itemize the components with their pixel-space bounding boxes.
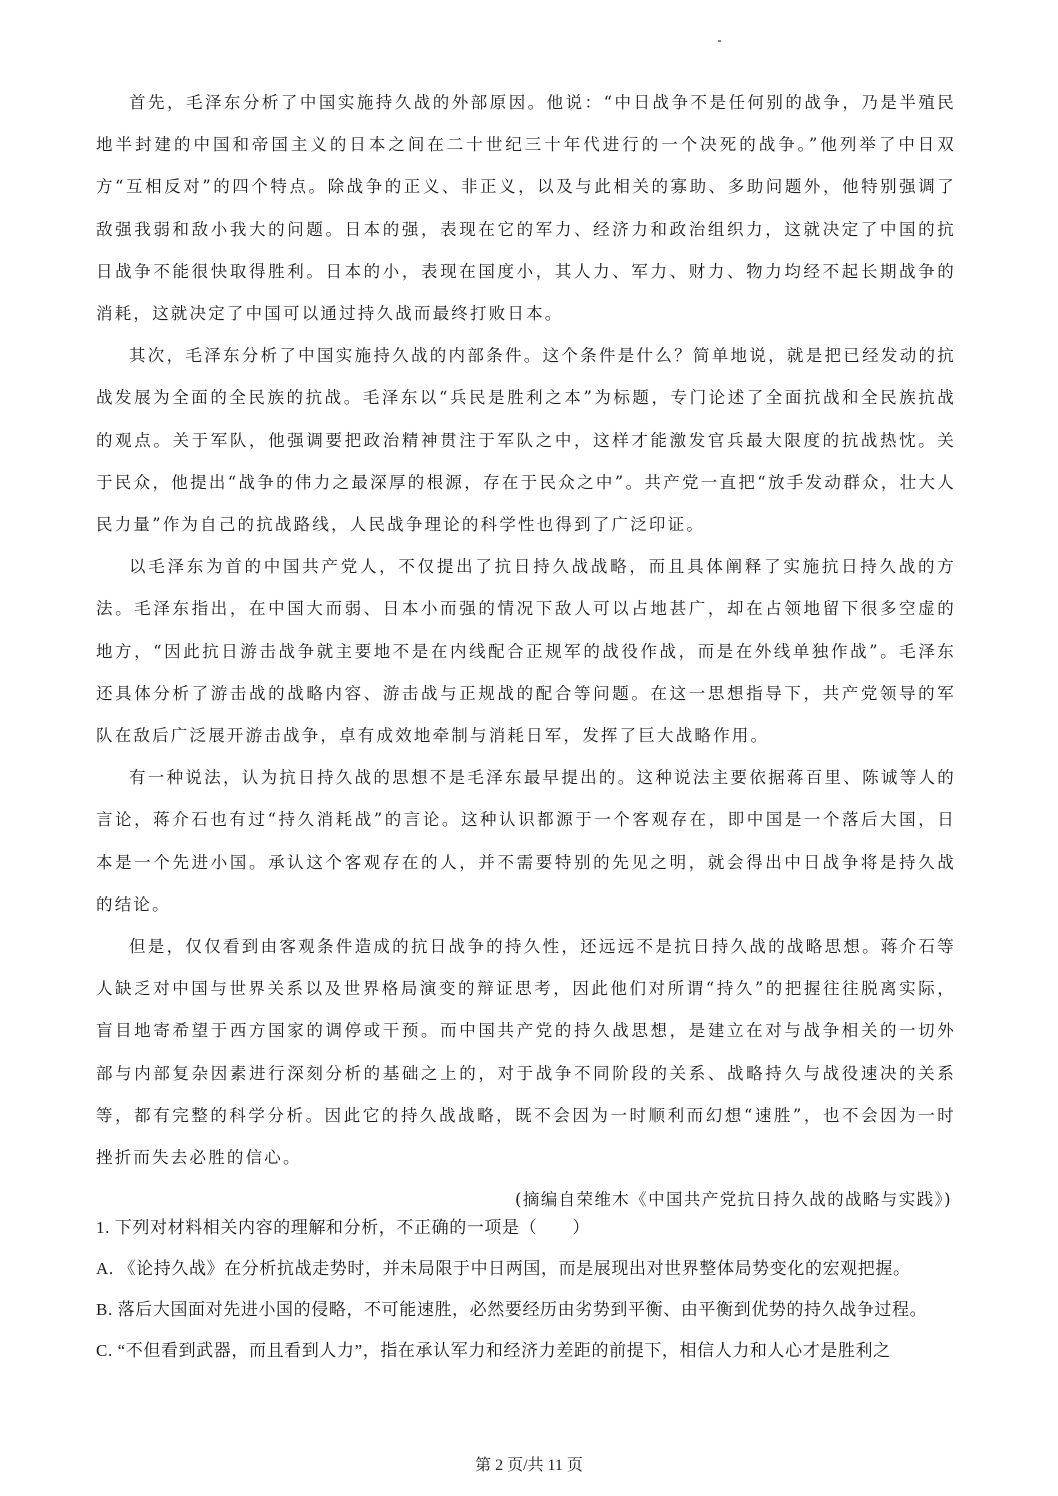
option-b: B. 落后大国面对先进小国的侵略，不可能速胜，必然要经历由劣势到平衡、由平衡到优势的持久战争过程。 bbox=[96, 1300, 928, 1319]
question-block bbox=[96, 1207, 968, 1371]
page-number: 第 2 页/共 11 页 bbox=[475, 1457, 583, 1474]
question-stem: 1. 下列对材料相关内容的理解和分析，不正确的一项是（ ） bbox=[96, 1218, 590, 1237]
paragraph-1: 首先，毛泽东分析了中国实施持久战的外部原因。他说：“中日战争不是任何别的战争，乃是半殖民地半封建的中国和帝国主义的日本之间在二十世纪三十年代进行的一个决死的战争。”他列举了中日双方“互相反对”的四个特点。除战争的正义、非正义，以及与此相关的寡助、多助问题外，他特别强调了敌强我弱和敌小我大的问题。日本的强，表现在它的军力、经济力和政治组织力，这就决定了中国的抗日战争不能很快取得胜利。日本的小，表现在国度小，其人力、军力、财力、物力均经不起长期战争的消耗，这就决定了中国可以通过持久战而最终打败日本。 bbox=[96, 93, 956, 324]
option-a: A. 《论持久战》在分析抗战走势时，并未局限于中日两国，而是展现出对世界整体局势变化的宏观把握。 bbox=[96, 1259, 911, 1278]
article-body bbox=[96, 82, 956, 1221]
scan-mark bbox=[718, 40, 721, 42]
paragraph-3: 以毛泽东为首的中国共产党人，不仅提出了抗日持久战战略，而且具体阐释了实施抗日持久战的方法。毛泽东指出，在中国大而弱、日本小而强的情况下敌人可以占地甚广，却在占领地留下很多空虚的地方，“因此抗日游击战争就主要地不是在内线配合正规军的战役作战，而是在外线单独作战”。毛泽东还具体分析了游击战的战略内容、游击战与正规战的配合等问题。在这一思想指导下，共产党领导的军队在敌后广泛展开游击战争，卓有成效地牵制与消耗日军，发挥了巨大战略作用。 bbox=[96, 557, 956, 746]
paragraph-5: 但是，仅仅看到由客观条件造成的抗日战争的持久性，还远远不是抗日持久战的战略思想。蒋介石等人缺乏对中国与世界关系以及世界格局演变的辩证思考，因此他们对所谓“持久”的把握往往脱离实际，盲目地寄希望于西方国家的调停或干预。而中国共产党的持久战思想，是建立在对与战争相关的一切外部与内部复杂因素进行深刻分析的基础之上的，对于战争不同阶段的关系、战略持久与战役速决的关系等，都有完整的科学分析。因此它的持久战战略，既不会因为一时顺利而幻想“速胜”，也不会因为一时挫折而失去必胜的信心。 bbox=[96, 937, 956, 1168]
source-citation: (摘编自荣维木《中国共产党抗日持久战的战略与实践》) bbox=[514, 1190, 952, 1210]
paragraph-2: 其次，毛泽东分析了中国实施持久战的内部条件。这个条件是什么？简单地说，就是把已经发动的抗战发展为全面的全民族的抗战。毛泽东以“兵民是胜利之本”为标题，专门论述了全面抗战和全民族抗战的观点。关于军队，他强调要把政治精神贯注于军队之中，这样才能激发官兵最大限度的抗战热忱。关于民众，他提出“战争的伟力之最深厚的根源，存在于民众之中”。共产党一直把“放手发动群众，壮大人民力量”作为自己的抗战路线，人民战争理论的科学性也得到了广泛印证。 bbox=[96, 346, 956, 535]
option-c: C. “不但看到武器，而且看到人力”，指在承认军力和经济力差距的前提下，相信人力和人心才是胜利之 bbox=[96, 1341, 891, 1360]
paragraph-4: 有一种说法，认为抗日持久战的思想不是毛泽东最早提出的。这种说法主要依据蒋百里、陈诚等人的言论，蒋介石也有过“持久消耗战”的言论。这种认识都源于一个客观存在，即中国是一个落后大国，日本是一个先进小国。承认这个客观存在的人，并不需要特别的先见之明，就会得出中日战争将是持久战的结论。 bbox=[96, 768, 956, 914]
